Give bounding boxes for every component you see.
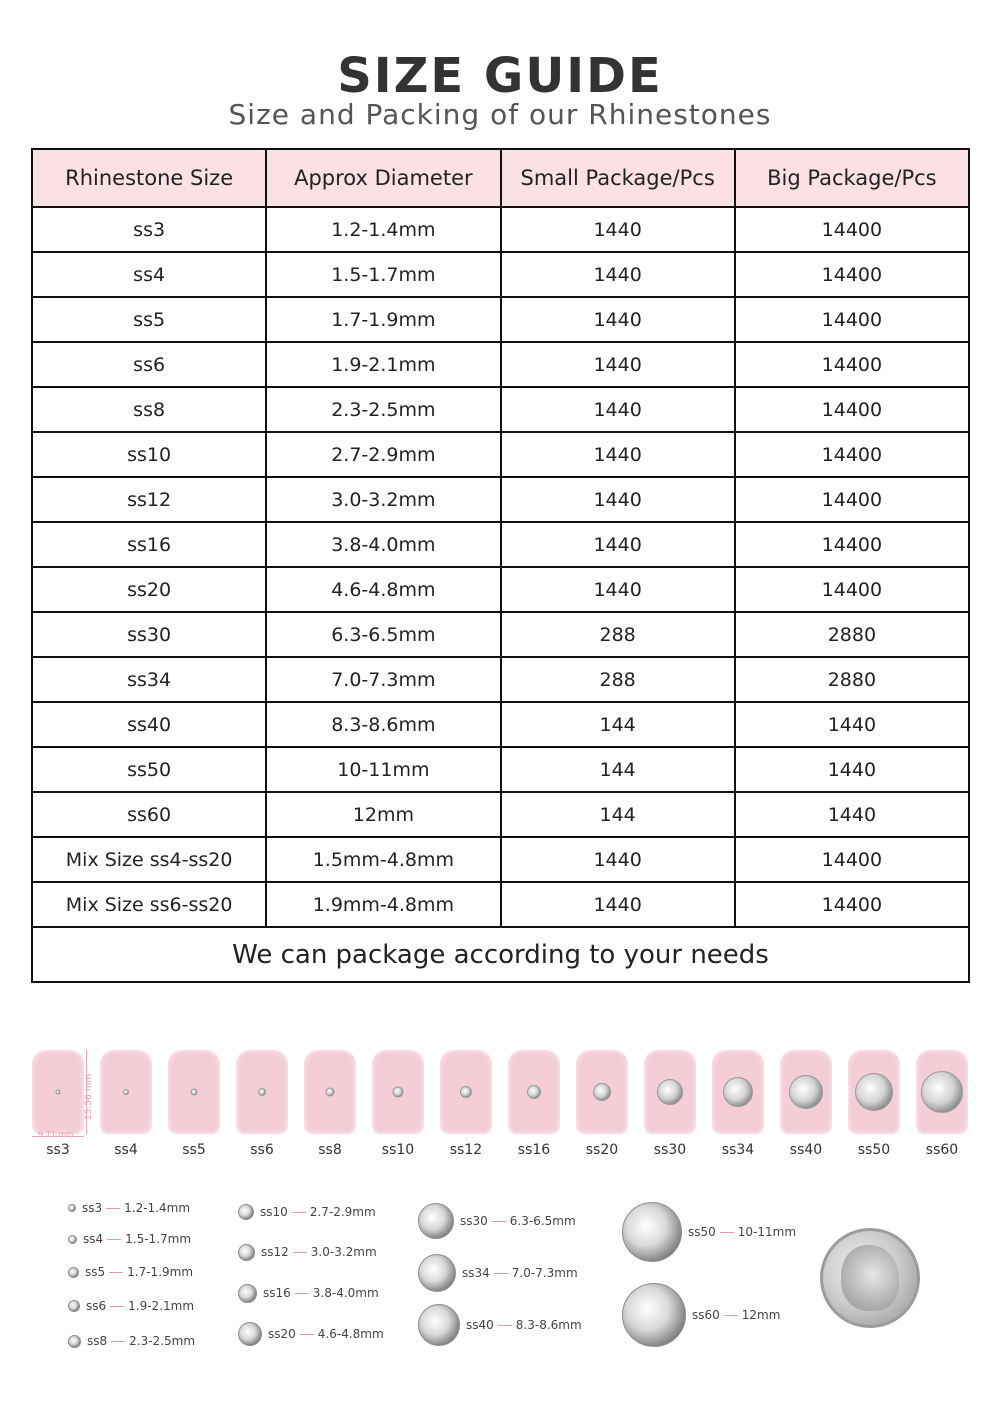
legend-dash — [109, 1272, 123, 1273]
legend-dash — [498, 1325, 512, 1326]
table-cell: 2880 — [735, 657, 969, 702]
table-cell: ss20 — [32, 567, 266, 612]
legend-size: ss4 — [83, 1232, 104, 1246]
table-row — [32, 792, 969, 837]
rhinestone-icon — [418, 1203, 454, 1239]
table-cell: 144 — [501, 792, 735, 837]
legend-size: ss50 — [688, 1225, 716, 1239]
table-cell: 14400 — [735, 522, 969, 567]
table-header-row — [32, 149, 969, 207]
legend-diameter: 1.5-1.7mm — [125, 1232, 192, 1246]
rhinestone-icon — [191, 1089, 198, 1096]
table-cell: 1440 — [501, 432, 735, 477]
legend-size: ss16 — [263, 1286, 291, 1300]
legend-diameter: 1.9-2.1mm — [128, 1299, 195, 1313]
table-cell: 1.7-1.9mm — [266, 297, 500, 342]
table-cell: 7.0-7.3mm — [266, 657, 500, 702]
table-cell: ss12 — [32, 477, 266, 522]
legend-item — [238, 1323, 384, 1345]
rhinestone-icon — [622, 1202, 682, 1262]
nail-demo-row — [28, 1050, 978, 1165]
table-cell: ss34 — [32, 657, 266, 702]
legend-diameter: 1.7-1.9mm — [127, 1265, 194, 1279]
package-note: We can package according to your needs — [32, 927, 969, 982]
rhinestone-icon — [460, 1086, 472, 1098]
legend-size: ss30 — [460, 1214, 488, 1228]
table-row — [32, 567, 969, 612]
table-cell: 2.3-2.5mm — [266, 387, 500, 432]
legend-size: ss60 — [692, 1308, 720, 1322]
table-cell: 6.3-6.5mm — [266, 612, 500, 657]
table-row — [32, 207, 969, 252]
table-cell: 3.0-3.2mm — [266, 477, 500, 522]
table-footer-row — [32, 927, 969, 982]
page-title: SIZE GUIDE — [337, 48, 663, 104]
table-cell: 1440 — [501, 342, 735, 387]
nail-label: ss5 — [182, 1142, 206, 1158]
table-cell: ss40 — [32, 702, 266, 747]
legend-dash — [300, 1334, 314, 1335]
rhinestone-icon — [56, 1090, 61, 1095]
table-row — [32, 432, 969, 477]
nail-tip-ss10 — [372, 1050, 424, 1134]
legend-item — [238, 1285, 379, 1302]
nail-tip-ss40 — [780, 1050, 832, 1134]
legend-dash — [107, 1239, 121, 1240]
table-cell: ss16 — [32, 522, 266, 567]
legend-size: ss34 — [462, 1266, 490, 1280]
nail-label: ss12 — [449, 1142, 483, 1158]
legend-size: ss20 — [268, 1327, 296, 1341]
table-body — [32, 207, 969, 982]
table-cell: ss5 — [32, 297, 266, 342]
legend-size: ss12 — [261, 1245, 289, 1259]
nail-tip-ss20 — [576, 1050, 628, 1134]
table-cell: 14400 — [735, 297, 969, 342]
table-row — [32, 522, 969, 567]
table-cell: 1440 — [501, 387, 735, 432]
legend-dash — [492, 1221, 506, 1222]
rhinestone-icon — [789, 1075, 823, 1109]
table-cell: 288 — [501, 612, 735, 657]
table-row — [32, 837, 969, 882]
legend-dash — [724, 1315, 738, 1316]
legend-item — [418, 1204, 576, 1238]
nail-tip-ss3 — [32, 1050, 84, 1134]
table-row — [32, 882, 969, 927]
legend-item — [68, 1301, 194, 1311]
table-row — [32, 612, 969, 657]
table-cell: 14400 — [735, 477, 969, 522]
rhinestone-icon — [68, 1267, 79, 1278]
rhinestone-icon — [258, 1088, 266, 1096]
legend-item — [68, 1265, 194, 1279]
column-header: Approx Diameter — [266, 149, 500, 207]
nail-label: ss40 — [789, 1142, 823, 1158]
table-row — [32, 702, 969, 747]
legend-dash — [295, 1293, 309, 1294]
nail-tip-ss34 — [712, 1050, 764, 1134]
table-cell: 14400 — [735, 342, 969, 387]
table-cell: 288 — [501, 657, 735, 702]
table-cell: 10-11mm — [266, 747, 500, 792]
table-cell: 1440 — [735, 747, 969, 792]
legend-item — [68, 1232, 192, 1246]
table-cell: ss6 — [32, 342, 266, 387]
table-row — [32, 477, 969, 522]
nail-tip-ss6 — [236, 1050, 288, 1134]
rhinestone-icon — [238, 1244, 255, 1261]
table-cell: 4.6-4.8mm — [266, 567, 500, 612]
legend-size: ss40 — [466, 1318, 494, 1332]
column-header: Big Package/Pcs — [735, 149, 969, 207]
legend-diameter: 10-11mm — [737, 1225, 797, 1239]
rhinestone-icon — [123, 1089, 129, 1095]
legend-item — [68, 1336, 195, 1347]
width-dimension-label: 9.71 mm — [38, 1130, 74, 1139]
table-cell: ss50 — [32, 747, 266, 792]
table-cell: ss60 — [32, 792, 266, 837]
legend-dash — [106, 1208, 120, 1209]
legend-diameter: 12mm — [741, 1308, 781, 1322]
table-cell: 1440 — [501, 837, 735, 882]
column-header: Small Package/Pcs — [501, 149, 735, 207]
table-cell: 14400 — [735, 207, 969, 252]
table-cell: ss4 — [32, 252, 266, 297]
legend-dash — [494, 1273, 508, 1274]
table-cell: ss30 — [32, 612, 266, 657]
table-cell: 8.3-8.6mm — [266, 702, 500, 747]
legend-dash — [720, 1232, 734, 1233]
rhinestone-icon — [238, 1204, 254, 1220]
nail-label: ss16 — [517, 1142, 551, 1158]
legend-diameter: 3.0-3.2mm — [310, 1245, 377, 1259]
rhinestone-icon — [723, 1077, 753, 1107]
table-cell: 1440 — [735, 792, 969, 837]
table-cell: 1440 — [735, 702, 969, 747]
table-cell: 2880 — [735, 612, 969, 657]
rhinestone-icon — [657, 1079, 683, 1105]
rhinestone-icon — [593, 1083, 611, 1101]
table-cell: 1440 — [501, 297, 735, 342]
legend-dash — [292, 1212, 306, 1213]
nail-label: ss34 — [721, 1142, 755, 1158]
rhinestone-icon — [527, 1085, 541, 1099]
nail-label: ss60 — [925, 1142, 959, 1158]
nail-label: ss6 — [250, 1142, 274, 1158]
table-cell: Mix Size ss4-ss20 — [32, 837, 266, 882]
table-cell: 1440 — [501, 207, 735, 252]
size-guide-table — [31, 148, 970, 983]
coin-portrait — [841, 1245, 899, 1311]
table-cell: 1.2-1.4mm — [266, 207, 500, 252]
coin-reference — [820, 1228, 920, 1328]
rhinestone-icon — [622, 1283, 686, 1347]
table-row — [32, 252, 969, 297]
nail-tip-ss12 — [440, 1050, 492, 1134]
table-cell: 1440 — [501, 477, 735, 522]
legend-item — [68, 1201, 191, 1215]
legend-diameter: 2.7-2.9mm — [309, 1205, 376, 1219]
legend-diameter: 7.0-7.3mm — [511, 1266, 578, 1280]
legend-item — [418, 1305, 582, 1345]
legend-diameter: 4.6-4.8mm — [317, 1327, 384, 1341]
nail-label: ss10 — [381, 1142, 415, 1158]
table-cell: 12mm — [266, 792, 500, 837]
table-cell: 1.9mm-4.8mm — [266, 882, 500, 927]
rhinestone-icon — [68, 1300, 80, 1312]
legend-dash — [293, 1252, 307, 1253]
legend-diameter: 2.3-2.5mm — [129, 1334, 196, 1348]
legend-item — [238, 1205, 376, 1219]
height-dimension-label: 15.56 mm — [84, 1073, 94, 1120]
table-cell: 1.5mm-4.8mm — [266, 837, 500, 882]
legend-diameter: 8.3-8.6mm — [515, 1318, 582, 1332]
legend-item — [238, 1245, 377, 1260]
rhinestone-icon — [418, 1304, 460, 1346]
page-subtitle: Size and Packing of our Rhinestones — [228, 98, 772, 131]
legend-item — [418, 1255, 578, 1291]
table-cell: ss10 — [32, 432, 266, 477]
rhinestone-icon — [68, 1335, 81, 1348]
legend-size: ss10 — [260, 1205, 288, 1219]
table-cell: 14400 — [735, 882, 969, 927]
nail-label: ss8 — [318, 1142, 342, 1158]
legend-diameter: 3.8-4.0mm — [312, 1286, 379, 1300]
legend-diameter: 1.2-1.4mm — [124, 1201, 191, 1215]
table-row — [32, 747, 969, 792]
table-cell: 144 — [501, 702, 735, 747]
table-cell: 144 — [501, 747, 735, 792]
rhinestone-icon — [418, 1254, 456, 1292]
table-cell: 2.7-2.9mm — [266, 432, 500, 477]
table-cell: 1440 — [501, 522, 735, 567]
table-cell: 14400 — [735, 567, 969, 612]
nail-label: ss20 — [585, 1142, 619, 1158]
table-cell: 14400 — [735, 252, 969, 297]
table-cell: 3.8-4.0mm — [266, 522, 500, 567]
table-row — [32, 657, 969, 702]
legend-size: ss3 — [82, 1201, 103, 1215]
nail-tip-ss16 — [508, 1050, 560, 1134]
nail-tip-ss8 — [304, 1050, 356, 1134]
nail-tip-ss50 — [848, 1050, 900, 1134]
nail-tip-ss4 — [100, 1050, 152, 1134]
table-cell: Mix Size ss6-ss20 — [32, 882, 266, 927]
nail-label: ss3 — [46, 1142, 70, 1158]
table-cell: 1440 — [501, 882, 735, 927]
nail-tip-ss30 — [644, 1050, 696, 1134]
legend-dash — [111, 1341, 125, 1342]
nail-tip-ss60 — [916, 1050, 968, 1134]
rhinestone-icon — [68, 1204, 76, 1212]
table-row — [32, 342, 969, 387]
table-cell: 14400 — [735, 432, 969, 477]
rhinestone-icon — [326, 1088, 335, 1097]
table-cell: 1440 — [501, 567, 735, 612]
legend-size: ss8 — [87, 1334, 108, 1348]
nail-tip-ss5 — [168, 1050, 220, 1134]
table-cell: ss8 — [32, 387, 266, 432]
rhinestone-icon — [238, 1284, 257, 1303]
nail-label: ss50 — [857, 1142, 891, 1158]
rhinestone-icon — [921, 1071, 963, 1113]
table-cell: 1.5-1.7mm — [266, 252, 500, 297]
legend-diameter: 6.3-6.5mm — [509, 1214, 576, 1228]
rhinestone-icon — [68, 1235, 77, 1244]
table-cell: ss3 — [32, 207, 266, 252]
table-cell: 1.9-2.1mm — [266, 342, 500, 387]
nail-label: ss4 — [114, 1142, 138, 1158]
nail-label: ss30 — [653, 1142, 687, 1158]
legend-item — [622, 1203, 796, 1261]
table-cell: 1440 — [501, 252, 735, 297]
legend-size: ss5 — [85, 1265, 106, 1279]
rhinestone-icon — [238, 1322, 262, 1346]
legend-size: ss6 — [86, 1299, 107, 1313]
legend-item — [622, 1284, 780, 1346]
table-cell: 14400 — [735, 837, 969, 882]
table-row — [32, 297, 969, 342]
rhinestone-icon — [855, 1073, 893, 1111]
rhinestone-icon — [393, 1087, 404, 1098]
column-header: Rhinestone Size — [32, 149, 266, 207]
legend-dash — [110, 1306, 124, 1307]
table-cell: 14400 — [735, 387, 969, 432]
table-row — [32, 387, 969, 432]
